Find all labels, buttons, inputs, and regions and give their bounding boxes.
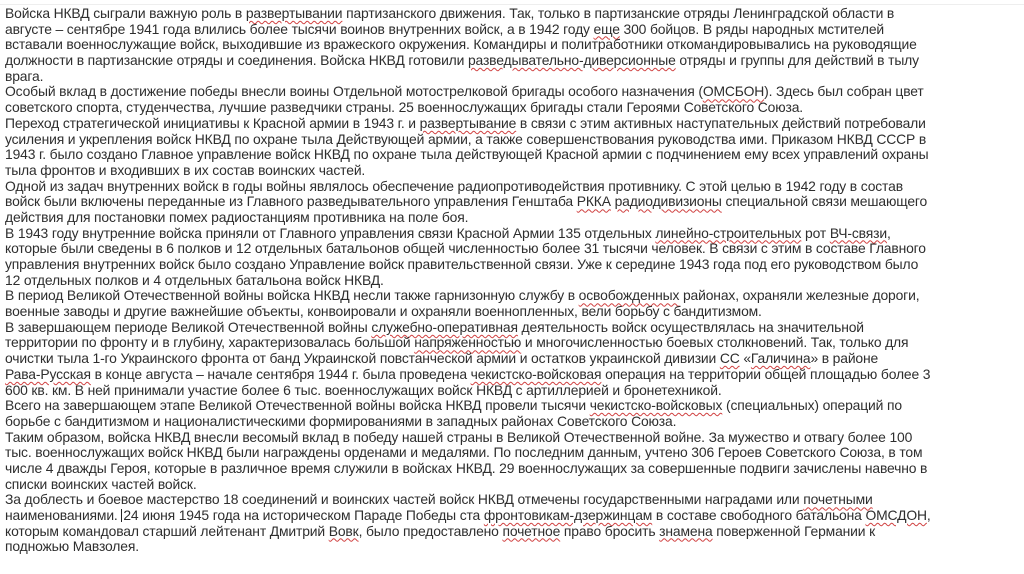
- text-line: [5, 430, 1020, 446]
- text-line: [5, 69, 1020, 85]
- text-segment: рот: [801, 224, 830, 241]
- spellcheck-flagged-word[interactable]: ОМСДОН: [865, 507, 927, 523]
- text-segment: ,: [926, 507, 931, 523]
- text-line: [5, 445, 1020, 461]
- text-segment: , было предоставлено: [358, 522, 503, 539]
- text-line: [5, 179, 1020, 195]
- text-segment: территории по фронту и в глубину, характеризовалась большой: [5, 334, 415, 351]
- text-segment: В период Великой Отечественной войны войска НКВД несли также гарнизонную службу в: [5, 287, 579, 304]
- text-segment: 600 кв. км. В ней принимали участие более 6 тыс. военнослужащих войск НКВД с артиллерией и бронетехникой.: [5, 381, 722, 398]
- text-line: [5, 304, 1020, 320]
- text-segment: которым командовал старший лейтенант Дмитрий: [5, 522, 329, 539]
- text-segment: должности в партизанские отряды и соединения. Войска НКВД готовили: [5, 52, 468, 69]
- text-line: [5, 147, 1020, 163]
- text-segment: » в районе: [810, 350, 879, 367]
- text-line: [5, 163, 1020, 179]
- text-line: [5, 226, 1020, 242]
- text-segment: отряды и группы для действий в тылу: [675, 52, 919, 69]
- text-segment: тыла фронтов и входивших в их состав воинских частей.: [5, 161, 366, 178]
- text-segment: врага.: [5, 67, 44, 84]
- text-segment: За доблесть и боевое мастерство 18 соединений и воинских частей войск НКВД отмечены государственными наградами или: [5, 491, 804, 508]
- text-line: [5, 84, 1020, 100]
- text-line: [5, 320, 1020, 336]
- text-line: [5, 132, 1020, 148]
- text-segment: 1943 г. было создано Главное управление войск НКВД по охране тыла действующей Красной армии с подчинением ему всех управлений охраны: [5, 146, 929, 163]
- text-line: [5, 539, 1020, 555]
- text-segment: советского спорта, студенчества, лучшие разведчики страны. 25 военнослужащих бригады стали Героями Советского Союза.: [5, 99, 804, 116]
- text-line: [5, 367, 1020, 383]
- text-segment: специальной связи мешающего: [721, 193, 928, 210]
- spellcheck-flagged-word[interactable]: служебно-оперативная: [371, 318, 518, 335]
- text-segment: партизанского движения. Так, только в партизанские отряды Ленинградской области в: [342, 5, 895, 21]
- text-segment: право бросить: [560, 522, 660, 539]
- text-segment: борьбе с бандитизмом и националистическими формированиями в западных районах Советского Союза.: [5, 412, 677, 429]
- text-line: [5, 524, 1020, 540]
- spellcheck-flagged-word[interactable]: линейно-строительных: [655, 224, 802, 241]
- text-segment: в связи с этим активных наступательных действий потребовали: [516, 114, 926, 131]
- text-segment: Особый вклад в достижение победы внесли воины Отдельной мотострелковой бригады особого назначения (: [5, 83, 703, 100]
- text-segment: которые были сведены в 6 полков и 12 отдельных батальонов общей численностью более 31 тысячи человек. В связи с этим в составе Главного: [5, 240, 926, 257]
- spellcheck-flagged-word[interactable]: развертывании: [245, 5, 343, 21]
- text-segment: списки воинских частей войск.: [5, 475, 197, 492]
- text-segment: ,: [886, 224, 891, 241]
- text-segment: числе 4 дважды Героя, которые в различное время служили в войсках НКВД. 29 военнослужащих за совершенные подвиги зачислены навечно в: [5, 459, 928, 476]
- spellcheck-flagged-word[interactable]: Галичина: [750, 350, 811, 367]
- spellcheck-flagged-word[interactable]: чекистско-войсковая: [470, 365, 602, 382]
- text-line: [5, 351, 1020, 367]
- text-line: [5, 288, 1020, 304]
- spellcheck-flagged-word[interactable]: ВЧ-связи: [829, 224, 887, 241]
- text-segment: деятельность войск осуществлялась на значительной: [517, 318, 864, 335]
- text-segment: в составе свободного батальона: [652, 507, 866, 523]
- text-line: [5, 116, 1020, 132]
- text-segment: поверженной Германии к: [712, 522, 876, 539]
- text-segment: 12 отдельных полков и 4 отдельных батальона войск НКВД.: [5, 271, 384, 288]
- text-line: [5, 53, 1020, 69]
- text-segment: 300 бойцов. В ряды народных мстителей: [619, 20, 885, 37]
- text-line: [5, 461, 1020, 477]
- text-line: [5, 100, 1020, 116]
- text-segment: действия для постановки помех радиостанциям противника на поле боя.: [5, 208, 469, 225]
- spellcheck-flagged-word[interactable]: знамена: [659, 522, 713, 539]
- text-line: [5, 335, 1020, 351]
- spellcheck-flagged-word[interactable]: напряженностью: [414, 334, 522, 351]
- text-segment: (специальных) операций по: [722, 397, 902, 414]
- text-line: [5, 273, 1020, 289]
- text-line: [5, 210, 1020, 226]
- spellcheck-flagged-word[interactable]: ОМСБОН: [702, 83, 765, 100]
- text-segment: 24 июня 1945 года на историческом Параде Победы ста: [123, 507, 484, 523]
- text-segment: Таким образом, войска НКВД внесли весомый вклад в победу нашей страны в Великой Отечественной войне. За мужество и отвагу более 100: [5, 428, 913, 445]
- text-line: [5, 383, 1020, 399]
- text-segment: районах, охраняли железные дороги,: [679, 287, 920, 304]
- text-segment: тыс. военнослужащих войск НКВД были награждены орденами и медалями. По последним данным, учтено 306 Героев Советского Союза, в том: [5, 444, 923, 461]
- text-segment: Переход стратегической инициативы к Красной армии в 1943 г. и: [5, 114, 420, 131]
- spellcheck-flagged-word[interactable]: освобожденных: [578, 287, 680, 304]
- text-segment: усиления и укрепления войск НКВД по охране тыла Действующей армии, а также совершенствования руководства ими. Приказом НКВД СССР в: [5, 130, 927, 147]
- text-line: [5, 414, 1020, 430]
- spellcheck-flagged-word[interactable]: еще: [593, 20, 620, 37]
- text-segment: в конце августа – начале сентября 1944 г. была проведена: [90, 365, 471, 382]
- spellcheck-flagged-word[interactable]: чекистско-войсковых: [589, 397, 723, 414]
- text-line: [5, 508, 1020, 524]
- text-line: [5, 241, 1020, 257]
- text-segment: вставали военнослужащие войск, выходившие из вражеского окружения. Командиры и политработники откомандировывались на руководящие: [5, 36, 917, 53]
- text-segment: подножью Мавзолея.: [5, 538, 139, 555]
- text-segment: ). Здесь был собран цвет: [764, 83, 924, 100]
- text-line: [5, 492, 1020, 508]
- text-line: [5, 6, 1020, 22]
- text-segment: управления внутренних войск было создано Управление войск правительственной связи. Уже к середине 1943 года под его руководством было: [5, 256, 919, 272]
- text-segment: В 1943 году внутренние войска приняли от Главного управления связи Красной Армии 135 отдельных: [5, 224, 656, 241]
- spellcheck-flagged-word[interactable]: СС: [719, 350, 740, 367]
- text-line: [5, 398, 1020, 414]
- spellcheck-flagged-word[interactable]: РККА: [576, 193, 611, 210]
- spellcheck-flagged-word[interactable]: разведывательно-диверсионные: [467, 52, 676, 69]
- spellcheck-flagged-word[interactable]: Вовк: [328, 522, 359, 539]
- text-segment: войск были включены переданные из Главного разведывательного управления Генштаба: [5, 193, 577, 210]
- spellcheck-flagged-word[interactable]: фронтовикам-дзержинцам: [483, 507, 653, 523]
- text-segment: и многочисленностью боевых столкновений. Так, только для: [521, 334, 909, 351]
- spellcheck-flagged-word[interactable]: почетное: [502, 522, 561, 539]
- text-segment: «: [739, 350, 751, 367]
- text-segment: военные заводы и другие важнейшие объекты, конвоировали и охраняли военнопленных, вели борьбу с бандитизмом.: [5, 303, 762, 320]
- text-segment: операция на территории общей площадью более 3: [601, 365, 931, 382]
- spellcheck-flagged-word[interactable]: Рава-Русская: [5, 365, 91, 382]
- text-line: [5, 477, 1020, 493]
- spellcheck-flagged-word[interactable]: развертывание: [419, 114, 517, 131]
- text-segment: Всего на завершающем этапе Великой Отечественной войны войска НКВД провели тысячи: [5, 397, 590, 414]
- text-segment: наименованиями.: [5, 507, 122, 523]
- text-segment: августе – сентябре 1941 года влились более тысячи воинов внутренних войск, а в 1942 году: [5, 20, 594, 37]
- text-line: [5, 194, 1020, 210]
- spellcheck-flagged-word[interactable]: почетными: [803, 491, 873, 508]
- text-segment: Одной из задач внутренних войск в годы войны являлось обеспечение радиопротиводействия противнику. С этой целью в 1942 году в состав: [5, 177, 903, 194]
- text-segment: Войска НКВД сыграли важную роль в: [5, 5, 246, 21]
- text-line: [5, 37, 1020, 53]
- text-line: [5, 257, 1020, 273]
- spellcheck-flagged-word[interactable]: радиодивизионы: [614, 193, 722, 210]
- text-line: [5, 22, 1020, 38]
- document-body[interactable]: [5, 6, 1020, 555]
- text-segment: В завершающем периоде Великой Отечественной войны: [5, 318, 372, 335]
- text-segment: очистки тыла 1-го Украинского фронта от банд Украинской повстанческой армии и остатков украинской дивизии: [5, 350, 720, 367]
